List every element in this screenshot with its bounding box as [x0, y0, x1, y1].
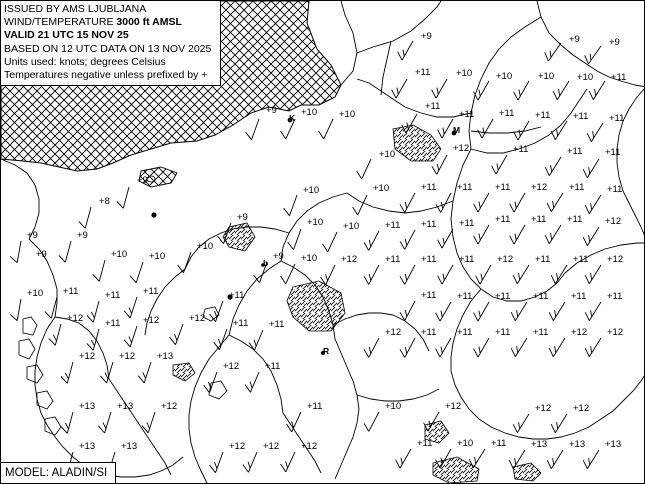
temperature-label: +12	[229, 441, 246, 452]
temperature-label: +13	[117, 401, 134, 412]
wind-barb	[469, 449, 485, 468]
temperature-label: +13	[121, 441, 138, 452]
temperature-label: +11	[421, 290, 437, 301]
temperature-label: +10	[373, 183, 390, 194]
city-label: b	[263, 258, 269, 268]
temperature-label: +11	[495, 291, 511, 302]
temperature-label: +11	[533, 327, 549, 338]
temperature-label: +11	[105, 318, 121, 329]
temperature-label: +12	[119, 351, 136, 362]
temperature-label: +12	[605, 216, 622, 227]
temperature-label: +11	[269, 319, 285, 330]
wind-barb	[511, 338, 527, 357]
wind-barb	[98, 412, 111, 433]
temperature-label: +11	[531, 214, 547, 225]
temperature-label: +13	[531, 439, 548, 450]
wind-barb	[138, 362, 151, 383]
temperature-label: +9	[569, 34, 580, 45]
wind-barb	[492, 155, 507, 174]
wind-barb	[246, 119, 259, 140]
temperature-label: +11	[105, 290, 121, 301]
temperature-label: +9	[137, 175, 148, 186]
temperature-label: +10	[496, 71, 513, 82]
temperature-label: +11	[421, 182, 437, 193]
wind-barb	[323, 232, 337, 252]
temperature-label: +11	[567, 214, 583, 225]
city-label: M	[453, 125, 461, 135]
wind-barb	[10, 241, 21, 263]
header-based-on: BASED ON 12 UTC DATA ON 13 NOV 2025	[4, 42, 212, 55]
wind-barb	[585, 265, 601, 284]
wind-barb	[364, 412, 379, 431]
temperature-label: +11	[573, 111, 589, 122]
wind-barb	[364, 265, 379, 284]
wind-barb	[553, 81, 569, 100]
wind-barb	[476, 265, 491, 284]
temperature-label: +12	[301, 441, 318, 452]
footer-model: MODEL: ALADIN/SI	[5, 467, 108, 479]
wind-barb	[117, 187, 129, 208]
temperature-label: +11	[229, 290, 245, 301]
temperature-label: +11	[415, 67, 431, 78]
temperature-label: +12	[531, 182, 548, 193]
temperature-label: +11	[611, 72, 627, 83]
temperature-label: +11	[567, 146, 583, 157]
temperature-label: +9	[237, 212, 248, 223]
temperature-label: +13	[605, 439, 622, 450]
temperature-label: +9	[27, 230, 38, 241]
wind-barb	[281, 452, 295, 472]
wind-barb	[432, 79, 447, 98]
temperature-label: +10	[339, 109, 356, 120]
wind-barb	[510, 193, 525, 212]
temperature-label: +11	[499, 108, 515, 119]
temperature-label: +13	[79, 401, 96, 412]
wind-barb	[547, 193, 563, 212]
wind-barb	[400, 301, 415, 320]
temperature-label: +12	[263, 441, 280, 452]
chart-footer	[1, 462, 116, 483]
temperature-label: +10	[577, 72, 594, 83]
wind-barb	[585, 302, 601, 321]
temperature-label: +11	[265, 361, 281, 372]
wind-barb	[321, 265, 335, 285]
wind-barb	[438, 119, 453, 138]
wind-barb	[357, 159, 371, 179]
wind-barb	[438, 265, 453, 284]
city-label: R	[323, 346, 330, 356]
wind-barb	[178, 252, 191, 273]
wind-barb	[398, 41, 413, 60]
temperature-label: +10	[197, 241, 214, 252]
wind-barb	[549, 338, 565, 357]
wind-barb	[587, 123, 603, 142]
temperature-label: +12	[341, 254, 358, 265]
temperature-label: +11	[457, 182, 473, 193]
wind-barb	[61, 362, 73, 383]
temperature-label: +11	[421, 254, 437, 265]
temperature-label: +12	[573, 403, 590, 414]
temperature-label: +11	[143, 286, 159, 297]
temperature-label: +10	[538, 71, 555, 82]
temperature-label: +11	[491, 438, 507, 449]
header-parameter	[4, 16, 214, 29]
wind-barb	[124, 326, 137, 347]
wind-barb	[545, 225, 561, 244]
temperature-label: +12	[161, 401, 178, 412]
temperature-label: +12	[445, 401, 462, 412]
wind-barb	[59, 241, 71, 262]
header-parameter-text: WIND/TEMPERATURE	[4, 16, 117, 29]
temperature-label: +10	[343, 221, 360, 232]
wind-barb	[585, 195, 601, 214]
wind-barb	[474, 302, 489, 321]
wind-barb	[585, 46, 601, 64]
wind-barb	[364, 231, 379, 250]
wind-barb	[61, 412, 73, 433]
wind-barb	[400, 193, 415, 212]
temperature-label: +13	[569, 439, 586, 450]
temperature-label: +12	[607, 254, 624, 265]
temperature-label: +11	[495, 327, 511, 338]
wind-barb	[87, 301, 99, 322]
temperature-label: +12	[143, 315, 160, 326]
wind-barb	[10, 299, 21, 321]
wind-barb	[478, 119, 493, 138]
temperature-label: +13	[157, 351, 174, 362]
header-temp-note: Temperatures negative unless prefixed by +	[4, 69, 208, 82]
wind-barb	[243, 452, 257, 472]
temperature-label: +12	[571, 327, 588, 338]
chart-header	[1, 1, 221, 86]
temperature-label: +9	[266, 105, 277, 116]
temperature-label: +10	[149, 251, 166, 262]
temperature-label: +11	[513, 144, 529, 155]
temperature-label: +11	[605, 147, 621, 158]
wind-barb	[284, 195, 297, 216]
wind-barb	[364, 338, 379, 357]
temperature-label: +10	[379, 149, 396, 160]
islands	[19, 176, 227, 435]
wind-barb	[210, 301, 223, 322]
wind-barb	[87, 329, 99, 350]
wind-barb	[396, 449, 411, 468]
wind-barb	[436, 338, 451, 357]
temperature-label: +11	[535, 110, 551, 121]
wind-barb	[551, 414, 567, 433]
temperature-label: +13	[79, 441, 96, 452]
temperature-label: +12	[535, 403, 552, 414]
temperature-label: +11	[573, 254, 589, 265]
temperature-label: +11	[307, 401, 323, 412]
header-valid: VALID 21 UTC 15 NOV 25	[4, 29, 129, 42]
temperature-label: +10	[456, 68, 473, 79]
temperature-label: +11	[607, 291, 623, 302]
temperature-label: +11	[63, 286, 79, 297]
temperature-label: +12	[67, 313, 84, 324]
wind-barb	[545, 43, 561, 61]
temperature-label: +11	[495, 214, 511, 225]
temperature-label: +12	[607, 327, 624, 338]
temperature-label: +12	[453, 143, 470, 154]
wind-barb	[551, 121, 567, 140]
wind-barb	[583, 450, 599, 469]
wind-barb	[319, 119, 333, 139]
wind-barb	[545, 157, 561, 176]
wind-barb	[474, 81, 489, 100]
temperature-label: +11	[533, 291, 549, 302]
wind-barb	[142, 412, 155, 433]
wind-barb	[392, 79, 407, 98]
wind-barb	[511, 302, 527, 321]
temperature-label: +11	[457, 291, 473, 302]
temperature-label: +12	[385, 327, 402, 338]
wind-barb	[93, 260, 105, 281]
wind-barb	[585, 338, 601, 357]
temperature-label: +12	[189, 313, 206, 324]
wind-barb	[400, 338, 415, 357]
wind-barb	[400, 265, 415, 284]
wind-barb	[583, 159, 599, 178]
temperature-label: +11	[495, 182, 511, 193]
temperature-label: +8	[99, 196, 110, 207]
temperature-label: +12	[79, 351, 96, 362]
wind-barb	[589, 81, 605, 100]
wind-barb	[474, 338, 489, 357]
temperature-label: +11	[385, 254, 401, 265]
temperature-label: +9	[273, 251, 284, 262]
temperature-label: +11	[459, 109, 475, 120]
header-issued-by: ISSUED BY AMS LJUBLJANA	[4, 3, 147, 15]
temperature-label: +12	[497, 254, 514, 265]
temperature-label: +9	[609, 37, 620, 48]
temperature-label: +11	[607, 184, 623, 195]
temperature-label: +10	[307, 217, 324, 228]
temperature-label: +10	[111, 249, 128, 260]
temperature-label: +9	[421, 31, 432, 42]
temperature-label: +9	[36, 249, 47, 260]
temperature-label: +11	[233, 318, 249, 329]
temperature-label: +11	[457, 327, 473, 338]
wind-barb	[436, 302, 451, 321]
temperature-label: +10	[457, 438, 474, 449]
temperature-label: +10	[301, 253, 318, 264]
wind-barb	[124, 297, 137, 318]
temperature-label: +11	[417, 438, 433, 449]
wind-barb	[79, 207, 91, 228]
city-label: K	[289, 113, 296, 123]
temperature-label: +11	[609, 113, 625, 124]
temperature-label: +11	[569, 182, 585, 193]
wind-barb	[474, 225, 489, 244]
wind-barb	[474, 193, 489, 212]
wind-barb	[49, 324, 61, 345]
header-units: Units used: knots; degrees Celsius	[4, 55, 166, 68]
temperature-label: +10	[385, 401, 402, 412]
wind-barb	[513, 414, 529, 433]
wind-barb	[210, 452, 223, 473]
temperature-label: +11	[421, 219, 437, 230]
temperature-label: +9	[77, 230, 88, 241]
wind-barb	[514, 81, 529, 100]
wind-barb	[438, 229, 453, 248]
wind-barb	[510, 225, 525, 244]
temperature-label: +11	[571, 291, 587, 302]
temperature-label: +11	[535, 254, 551, 265]
wind-barb	[547, 450, 563, 469]
temperature-label: +12	[223, 361, 240, 372]
temperature-label: +11	[425, 101, 441, 112]
temperature-label: +11	[421, 327, 437, 338]
wind-barb	[130, 262, 143, 283]
temperature-label: +11	[459, 254, 475, 265]
wind-barb	[513, 265, 529, 284]
wind-barb	[170, 324, 183, 345]
wind-barb	[245, 372, 259, 392]
temperature-label: +10	[27, 288, 44, 299]
temperature-label: +10	[301, 107, 318, 118]
hatched-patches	[173, 125, 541, 483]
wind-barb	[400, 230, 415, 249]
header-level: 3000 ft AMSL	[116, 16, 182, 29]
wind-barb	[549, 302, 565, 321]
temperature-label: +11	[459, 218, 475, 229]
temperature-label: +11	[385, 220, 401, 231]
temperature-label: +10	[303, 185, 320, 196]
wind-barb	[583, 227, 599, 246]
